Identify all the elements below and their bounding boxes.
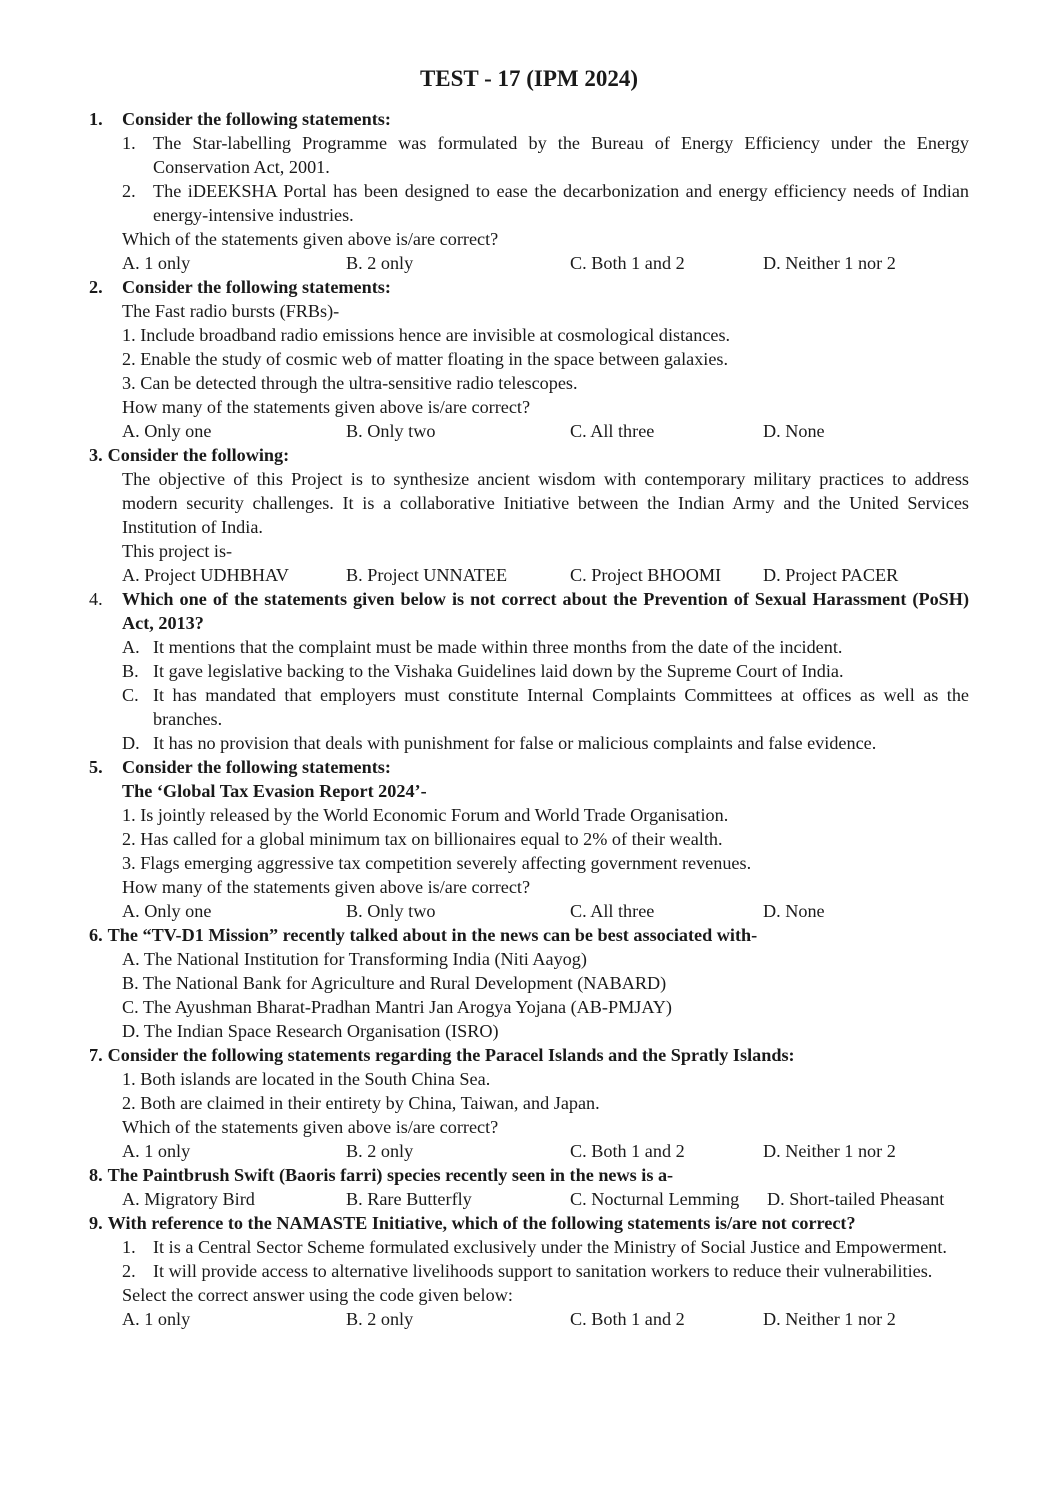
option-b: B. 2 only [346, 1141, 414, 1161]
question-text: Consider the following statements regarding the Paracel Islands and the Spratly Islands: [107, 1045, 795, 1065]
option-c: C. Project BHOOMI [570, 565, 722, 585]
option-d: D. Short-tailed Pheasant [767, 1189, 945, 1209]
statement-line: 3. Can be detected through the ultra-sensitive radio telescopes. [122, 373, 578, 393]
question-body [122, 467, 969, 587]
question-number: 2. [89, 277, 103, 297]
option-label: C. [122, 685, 139, 705]
question-stem [89, 107, 969, 131]
option-text: It gave legislative backing to the Vishaka Guidelines laid down by the Supreme Court of India. [153, 661, 844, 681]
answer-options [122, 1139, 969, 1163]
option-d: D. Neither 1 nor 2 [763, 253, 896, 273]
option-a: A. Only one [122, 421, 212, 441]
question-ask: Select the correct answer using the code given below: [122, 1285, 513, 1305]
question-body [122, 635, 969, 755]
option-d: D. Neither 1 nor 2 [763, 1141, 896, 1161]
option-a: A. Migratory Bird [122, 1189, 255, 1209]
question-stem [89, 755, 969, 779]
question-stem [89, 1163, 969, 1187]
option-label: B. [122, 661, 139, 681]
question-body [122, 299, 969, 443]
option-d: D. None [763, 421, 825, 441]
answer-options [122, 419, 969, 443]
question-paragraph: The objective of this Project is to synthesize ancient wisdom with contemporary military practices to address modern security challenges. It is a collaborative Initiative between the Indian Army and the United Services Institution of India. [122, 469, 969, 537]
question-stem [89, 1211, 969, 1235]
option-c: C. Both 1 and 2 [570, 1141, 685, 1161]
option-b: B. Only two [346, 901, 436, 921]
option-line: A. The National Institution for Transforming India (Niti Aayog) [122, 949, 587, 969]
option-line: C. The Ayushman Bharat-Pradhan Mantri Jan Arogya Yojana (AB-PMJAY) [122, 997, 672, 1017]
statement-line: 1. Is jointly released by the World Economic Forum and World Trade Organisation. [122, 805, 729, 825]
question-body [122, 131, 969, 275]
question-text: Consider the following statements: [122, 109, 391, 129]
option-d: D. Project PACER [763, 565, 899, 585]
statement-text: It will provide access to alternative livelihoods support to sanitation workers to reduce their vulnerabilities. [153, 1261, 933, 1281]
question-5 [89, 755, 969, 923]
option-item [122, 731, 969, 755]
question-stem [89, 275, 969, 299]
question-stem [89, 443, 969, 467]
question-ask: How many of the statements given above is/are correct? [122, 397, 531, 417]
statement-item [122, 1259, 969, 1283]
question-text: The Paintbrush Swift (Baoris farri) species recently seen in the news is a- [107, 1165, 674, 1185]
question-number: 9. [89, 1213, 103, 1233]
answer-options [122, 563, 969, 587]
question-number: 3. [89, 445, 103, 465]
question-body [122, 1067, 969, 1163]
question-ask: Which of the statements given above is/are correct? [122, 1117, 499, 1137]
option-item [122, 659, 969, 683]
answer-options [122, 899, 969, 923]
question-number: 6. [89, 925, 103, 945]
question-body [122, 1235, 969, 1331]
statement-item [122, 1235, 969, 1259]
question-number: 5. [89, 757, 103, 777]
question-6 [89, 923, 969, 1043]
question-text: The “TV-D1 Mission” recently talked about in the news can be best associated with- [107, 925, 758, 945]
option-label: A. [122, 637, 140, 657]
answer-options [122, 251, 969, 275]
question-stem [89, 587, 969, 635]
answer-options [122, 1307, 969, 1331]
statement-text: The Star-labelling Programme was formulated by the Bureau of Energy Efficiency under the Energy Conservation Act, 2001. [153, 133, 969, 177]
option-b: B. Project UNNATEE [346, 565, 508, 585]
option-a: A. Only one [122, 901, 212, 921]
question-3 [89, 443, 969, 587]
statement-text: It is a Central Sector Scheme formulated exclusively under the Ministry of Social Justice and Empowerment. [153, 1237, 947, 1257]
statement-line: 1. Both islands are located in the South China Sea. [122, 1069, 491, 1089]
option-b: B. 2 only [346, 1309, 414, 1329]
option-d: D. Neither 1 nor 2 [763, 1309, 896, 1329]
question-body [122, 947, 969, 1043]
question-4 [89, 587, 969, 755]
statement-label: 2. [122, 181, 136, 201]
option-a: A. 1 only [122, 253, 191, 273]
question-ask: Which of the statements given above is/are correct? [122, 229, 499, 249]
option-text: It has no provision that deals with punishment for false or malicious complaints and false evidence. [153, 733, 877, 753]
option-a: A. Project UDHBHAV [122, 565, 289, 585]
question-number: 7. [89, 1045, 103, 1065]
question-ask: How many of the statements given above is/are correct? [122, 877, 531, 897]
question-8 [89, 1163, 969, 1211]
option-b: B. Only two [346, 421, 436, 441]
statement-line: 2. Has called for a global minimum tax on billionaires equal to 2% of their wealth. [122, 829, 723, 849]
question-7 [89, 1043, 969, 1163]
option-b: B. Rare Butterfly [346, 1189, 472, 1209]
question-text: Consider the following statements: [122, 757, 391, 777]
question-2 [89, 275, 969, 443]
question-list [89, 107, 969, 1331]
option-line: D. The Indian Space Research Organisation (ISRO) [122, 1021, 499, 1041]
question-intro: The Fast radio bursts (FRBs)- [122, 301, 340, 321]
option-a: A. 1 only [122, 1141, 191, 1161]
statement-item [122, 131, 969, 179]
option-text: It mentions that the complaint must be made within three months from the date of the incident. [153, 637, 843, 657]
option-a: A. 1 only [122, 1309, 191, 1329]
option-c: C. All three [570, 421, 655, 441]
option-b: B. 2 only [346, 253, 414, 273]
option-label: D. [122, 733, 140, 753]
option-c: C. Both 1 and 2 [570, 1309, 685, 1329]
option-d: D. None [763, 901, 825, 921]
option-text: It has mandated that employers must constitute Internal Complaints Committees at offices as well as the branches. [153, 685, 969, 729]
question-number: 4. [89, 589, 103, 609]
statement-line: 1. Include broadband radio emissions hence are invisible at cosmological distances. [122, 325, 731, 345]
option-c: C. Nocturnal Lemming [570, 1189, 740, 1209]
statement-label: 1. [122, 1237, 136, 1257]
question-intro: The ‘Global Tax Evasion Report 2024’- [122, 781, 427, 801]
question-number: 8. [89, 1165, 103, 1185]
question-stem [89, 923, 969, 947]
option-item [122, 635, 969, 659]
statement-text: The iDEEKSHA Portal has been designed to ease the decarbonization and energy efficiency needs of Indian energy-intensive industries. [153, 181, 969, 225]
statement-line: 2. Both are claimed in their entirety by China, Taiwan, and Japan. [122, 1093, 600, 1113]
question-stem [89, 1043, 969, 1067]
question-9 [89, 1211, 969, 1331]
option-c: C. Both 1 and 2 [570, 253, 685, 273]
statement-line: 3. Flags emerging aggressive tax competition severely affecting government revenues. [122, 853, 752, 873]
question-1 [89, 107, 969, 275]
option-item [122, 683, 969, 731]
statement-line: 2. Enable the study of cosmic web of matter floating in the space between galaxies. [122, 349, 729, 369]
page-title: TEST - 17 (IPM 2024) [419, 66, 639, 91]
question-body [122, 1187, 969, 1211]
question-ask: This project is- [122, 541, 233, 561]
option-line: B. The National Bank for Agriculture and Rural Development (NABARD) [122, 973, 667, 993]
question-number: 1. [89, 109, 103, 129]
question-text: Consider the following: [107, 445, 290, 465]
question-text: Which one of the statements given below is not correct about the Prevention of Sexual Harassment (PoSH) Act, 2013? [122, 589, 969, 633]
statement-item [122, 179, 969, 227]
answer-options [122, 1187, 969, 1211]
option-c: C. All three [570, 901, 655, 921]
question-body [122, 779, 969, 923]
statement-label: 2. [122, 1261, 136, 1281]
question-text: With reference to the NAMASTE Initiative, which of the following statements is/are not correct? [107, 1213, 856, 1233]
statement-label: 1. [122, 133, 136, 153]
question-text: Consider the following statements: [122, 277, 391, 297]
